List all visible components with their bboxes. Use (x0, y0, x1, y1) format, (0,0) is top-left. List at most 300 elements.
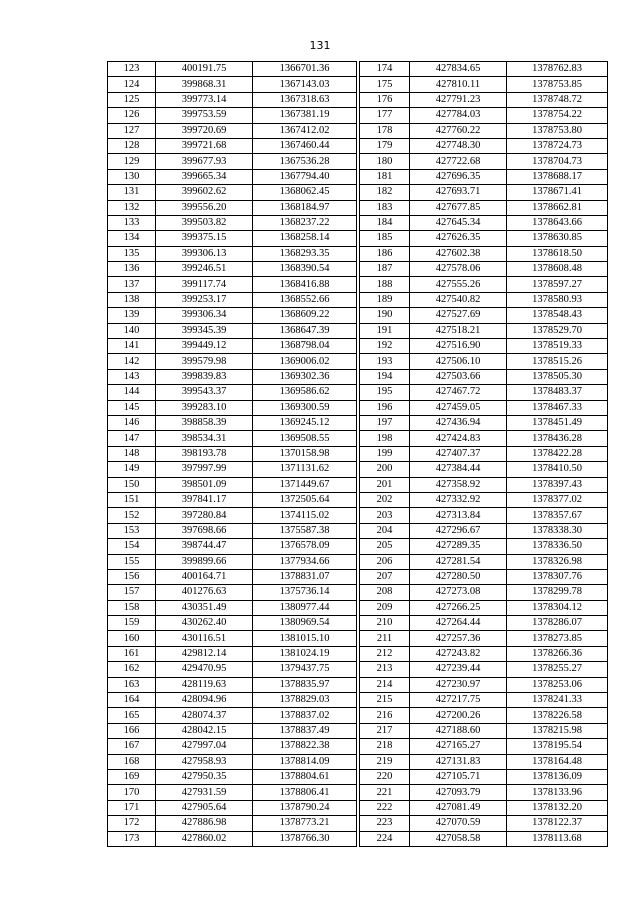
point-number-cell: 168 (108, 754, 156, 769)
table-row (360, 92, 608, 107)
table-row (360, 477, 608, 492)
page-number: 131 (309, 39, 331, 52)
y-coordinate-cell: 1378336.50 (507, 539, 608, 554)
y-coordinate-cell: 1371449.67 (253, 477, 357, 492)
y-coordinate-cell: 1378122.37 (507, 816, 608, 831)
table-row (360, 662, 608, 677)
table-row (108, 262, 357, 277)
point-number-cell: 164 (108, 693, 156, 708)
point-number-cell: 159 (108, 616, 156, 631)
point-number-cell: 151 (108, 492, 156, 507)
x-coordinate-cell: 428042.15 (156, 723, 253, 738)
x-coordinate-cell: 427931.59 (156, 785, 253, 800)
x-coordinate-cell: 427518.21 (410, 323, 507, 338)
x-coordinate-cell: 427886.98 (156, 816, 253, 831)
point-number-cell: 171 (108, 800, 156, 815)
table-row (108, 169, 357, 184)
y-coordinate-cell: 1369302.36 (253, 369, 357, 384)
table-row (360, 323, 608, 338)
table-row (360, 215, 608, 230)
x-coordinate-cell: 428119.63 (156, 677, 253, 692)
table-row (108, 246, 357, 261)
y-coordinate-cell: 1369006.02 (253, 354, 357, 369)
table-row (360, 585, 608, 600)
point-number-cell: 134 (108, 231, 156, 246)
table-row (108, 616, 357, 631)
table-row (108, 739, 357, 754)
y-coordinate-cell: 1378377.02 (507, 492, 608, 507)
y-coordinate-cell: 1368416.88 (253, 277, 357, 292)
y-coordinate-cell: 1378773.21 (253, 816, 357, 831)
x-coordinate-cell: 427257.36 (410, 631, 507, 646)
point-number-cell: 221 (360, 785, 410, 800)
x-coordinate-cell: 427070.59 (410, 816, 507, 831)
point-number-cell: 175 (360, 77, 410, 92)
table-row (108, 539, 357, 554)
y-coordinate-cell: 1378529.70 (507, 323, 608, 338)
table-row (360, 169, 608, 184)
point-number-cell: 203 (360, 508, 410, 523)
x-coordinate-cell: 427165.27 (410, 739, 507, 754)
y-coordinate-cell: 1366701.36 (253, 62, 357, 77)
y-coordinate-cell: 1378790.24 (253, 800, 357, 815)
y-coordinate-cell: 1378451.49 (507, 415, 608, 430)
table-row (360, 138, 608, 153)
point-number-cell: 176 (360, 92, 410, 107)
y-coordinate-cell: 1368258.14 (253, 231, 357, 246)
x-coordinate-cell: 430351.49 (156, 600, 253, 615)
table-row (108, 646, 357, 661)
table-row (108, 154, 357, 169)
point-number-cell: 129 (108, 154, 156, 169)
table-row (360, 616, 608, 631)
point-number-cell: 217 (360, 723, 410, 738)
point-number-cell: 145 (108, 400, 156, 415)
y-coordinate-cell: 1375587.38 (253, 523, 357, 538)
y-coordinate-cell: 1378766.30 (253, 831, 357, 846)
point-number-cell: 170 (108, 785, 156, 800)
x-coordinate-cell: 427693.71 (410, 185, 507, 200)
y-coordinate-cell: 1378662.81 (507, 200, 608, 215)
x-coordinate-cell: 427384.44 (410, 462, 507, 477)
y-coordinate-cell: 1378630.85 (507, 231, 608, 246)
point-number-cell: 218 (360, 739, 410, 754)
point-number-cell: 146 (108, 415, 156, 430)
table-row (108, 446, 357, 461)
table-row (108, 369, 357, 384)
y-coordinate-cell: 1369245.12 (253, 415, 357, 430)
point-number-cell: 163 (108, 677, 156, 692)
x-coordinate-cell: 427188.60 (410, 723, 507, 738)
x-coordinate-cell: 428074.37 (156, 708, 253, 723)
table-row (360, 539, 608, 554)
x-coordinate-cell: 427810.11 (410, 77, 507, 92)
y-coordinate-cell: 1378226.58 (507, 708, 608, 723)
table-row (360, 308, 608, 323)
point-number-cell: 179 (360, 138, 410, 153)
x-coordinate-cell: 397841.17 (156, 492, 253, 507)
table-row (360, 400, 608, 415)
point-number-cell: 187 (360, 262, 410, 277)
y-coordinate-cell: 1378255.27 (507, 662, 608, 677)
point-number-cell: 193 (360, 354, 410, 369)
y-coordinate-cell: 1367412.02 (253, 123, 357, 138)
x-coordinate-cell: 427289.35 (410, 539, 507, 554)
point-number-cell: 215 (360, 693, 410, 708)
y-coordinate-cell: 1378643.66 (507, 215, 608, 230)
x-coordinate-cell: 427239.44 (410, 662, 507, 677)
y-coordinate-cell: 1370158.98 (253, 446, 357, 461)
x-coordinate-cell: 398501.09 (156, 477, 253, 492)
y-coordinate-cell: 1369300.59 (253, 400, 357, 415)
x-coordinate-cell: 399868.31 (156, 77, 253, 92)
x-coordinate-cell: 427058.58 (410, 831, 507, 846)
y-coordinate-cell: 1378241.33 (507, 693, 608, 708)
x-coordinate-cell: 427645.34 (410, 215, 507, 230)
y-coordinate-cell: 1368798.04 (253, 339, 357, 354)
y-coordinate-cell: 1367536.28 (253, 154, 357, 169)
table-row (108, 523, 357, 538)
table-row (108, 754, 357, 769)
table-row (108, 477, 357, 492)
y-coordinate-cell: 1378410.50 (507, 462, 608, 477)
table-row (360, 677, 608, 692)
y-coordinate-cell: 1378580.93 (507, 292, 608, 307)
y-coordinate-cell: 1378753.80 (507, 123, 608, 138)
y-coordinate-cell: 1372505.64 (253, 492, 357, 507)
x-coordinate-cell: 400164.71 (156, 569, 253, 584)
point-number-cell: 192 (360, 339, 410, 354)
y-coordinate-cell: 1378837.02 (253, 708, 357, 723)
point-number-cell: 138 (108, 292, 156, 307)
point-number-cell: 201 (360, 477, 410, 492)
y-coordinate-cell: 1378618.50 (507, 246, 608, 261)
x-coordinate-cell: 427540.82 (410, 292, 507, 307)
y-coordinate-cell: 1367318.63 (253, 92, 357, 107)
table-row (360, 262, 608, 277)
y-coordinate-cell: 1368184.97 (253, 200, 357, 215)
point-number-cell: 195 (360, 385, 410, 400)
table-row (360, 646, 608, 661)
x-coordinate-cell: 427273.08 (410, 585, 507, 600)
point-number-cell: 209 (360, 600, 410, 615)
x-coordinate-cell: 427555.26 (410, 277, 507, 292)
x-coordinate-cell: 399283.10 (156, 400, 253, 415)
point-number-cell: 183 (360, 200, 410, 215)
point-number-cell: 130 (108, 169, 156, 184)
y-coordinate-cell: 1376578.09 (253, 539, 357, 554)
point-number-cell: 220 (360, 769, 410, 784)
y-coordinate-cell: 1378515.26 (507, 354, 608, 369)
table-row (108, 62, 357, 77)
table-row (360, 739, 608, 754)
x-coordinate-cell: 427436.94 (410, 415, 507, 430)
x-coordinate-cell: 399543.37 (156, 385, 253, 400)
x-coordinate-cell: 427997.04 (156, 739, 253, 754)
point-number-cell: 149 (108, 462, 156, 477)
point-number-cell: 207 (360, 569, 410, 584)
table-row (360, 600, 608, 615)
y-coordinate-cell: 1378762.83 (507, 62, 608, 77)
x-coordinate-cell: 400191.75 (156, 62, 253, 77)
point-number-cell: 153 (108, 523, 156, 538)
table-row (108, 800, 357, 815)
table-row (108, 831, 357, 846)
table-row (108, 508, 357, 523)
table-row (360, 292, 608, 307)
point-number-cell: 212 (360, 646, 410, 661)
point-number-cell: 124 (108, 77, 156, 92)
y-coordinate-cell: 1378299.78 (507, 585, 608, 600)
point-number-cell: 142 (108, 354, 156, 369)
y-coordinate-cell: 1378829.03 (253, 693, 357, 708)
x-coordinate-cell: 427696.35 (410, 169, 507, 184)
x-coordinate-cell: 427506.10 (410, 354, 507, 369)
y-coordinate-cell: 1378822.38 (253, 739, 357, 754)
y-coordinate-cell: 1368647.39 (253, 323, 357, 338)
point-number-cell: 178 (360, 123, 410, 138)
point-number-cell: 144 (108, 385, 156, 400)
point-number-cell: 135 (108, 246, 156, 261)
y-coordinate-cell: 1378608.48 (507, 262, 608, 277)
y-coordinate-cell: 1368390.54 (253, 262, 357, 277)
x-coordinate-cell: 429470.95 (156, 662, 253, 677)
y-coordinate-cell: 1374115.02 (253, 508, 357, 523)
table-row (108, 677, 357, 692)
y-coordinate-cell: 1378132.20 (507, 800, 608, 815)
table-row (360, 816, 608, 831)
point-number-cell: 152 (108, 508, 156, 523)
point-number-cell: 177 (360, 108, 410, 123)
x-coordinate-cell: 427958.93 (156, 754, 253, 769)
x-coordinate-cell: 427467.72 (410, 385, 507, 400)
coordinate-table-left (107, 61, 357, 847)
y-coordinate-cell: 1367143.03 (253, 77, 357, 92)
x-coordinate-cell: 430262.40 (156, 616, 253, 631)
y-coordinate-cell: 1378753.85 (507, 77, 608, 92)
x-coordinate-cell: 397280.84 (156, 508, 253, 523)
point-number-cell: 194 (360, 369, 410, 384)
point-number-cell: 216 (360, 708, 410, 723)
table-row (360, 708, 608, 723)
point-number-cell: 184 (360, 215, 410, 230)
x-coordinate-cell: 398193.78 (156, 446, 253, 461)
y-coordinate-cell: 1378704.73 (507, 154, 608, 169)
x-coordinate-cell: 427081.49 (410, 800, 507, 815)
point-number-cell: 198 (360, 431, 410, 446)
point-number-cell: 127 (108, 123, 156, 138)
x-coordinate-cell: 427459.05 (410, 400, 507, 415)
y-coordinate-cell: 1378814.09 (253, 754, 357, 769)
x-coordinate-cell: 399720.69 (156, 123, 253, 138)
table-row (360, 462, 608, 477)
table-row (108, 492, 357, 507)
y-coordinate-cell: 1378215.98 (507, 723, 608, 738)
point-number-cell: 126 (108, 108, 156, 123)
x-coordinate-cell: 398858.39 (156, 415, 253, 430)
x-coordinate-cell: 427834.65 (410, 62, 507, 77)
x-coordinate-cell: 399602.62 (156, 185, 253, 200)
point-number-cell: 202 (360, 492, 410, 507)
y-coordinate-cell: 1378338.30 (507, 523, 608, 538)
point-number-cell: 154 (108, 539, 156, 554)
y-coordinate-cell: 1378483.37 (507, 385, 608, 400)
x-coordinate-cell: 427105.71 (410, 769, 507, 784)
x-coordinate-cell: 427748.30 (410, 138, 507, 153)
table-row (108, 554, 357, 569)
table-row (108, 215, 357, 230)
table-row (360, 492, 608, 507)
table-row (108, 123, 357, 138)
table-row (108, 816, 357, 831)
point-number-cell: 223 (360, 816, 410, 831)
y-coordinate-cell: 1375736.14 (253, 585, 357, 600)
y-coordinate-cell: 1369508.55 (253, 431, 357, 446)
x-coordinate-cell: 398534.31 (156, 431, 253, 446)
table-row (108, 385, 357, 400)
table-row (360, 800, 608, 815)
point-number-cell: 210 (360, 616, 410, 631)
point-number-cell: 147 (108, 431, 156, 446)
y-coordinate-cell: 1378724.73 (507, 138, 608, 153)
y-coordinate-cell: 1378422.28 (507, 446, 608, 461)
x-coordinate-cell: 427527.69 (410, 308, 507, 323)
point-number-cell: 160 (108, 631, 156, 646)
y-coordinate-cell: 1378597.27 (507, 277, 608, 292)
point-number-cell: 161 (108, 646, 156, 661)
table-row (360, 431, 608, 446)
x-coordinate-cell: 399449.12 (156, 339, 253, 354)
point-number-cell: 180 (360, 154, 410, 169)
x-coordinate-cell: 427358.92 (410, 477, 507, 492)
x-coordinate-cell: 427626.35 (410, 231, 507, 246)
coordinate-table-right (359, 61, 608, 847)
point-number-cell: 139 (108, 308, 156, 323)
y-coordinate-cell: 1378505.30 (507, 369, 608, 384)
y-coordinate-cell: 1378307.76 (507, 569, 608, 584)
x-coordinate-cell: 427503.66 (410, 369, 507, 384)
y-coordinate-cell: 1378195.54 (507, 739, 608, 754)
point-number-cell: 158 (108, 600, 156, 615)
table-row (360, 415, 608, 430)
x-coordinate-cell: 399253.17 (156, 292, 253, 307)
x-coordinate-cell: 430116.51 (156, 631, 253, 646)
y-coordinate-cell: 1378754.22 (507, 108, 608, 123)
point-number-cell: 186 (360, 246, 410, 261)
table-row (360, 523, 608, 538)
x-coordinate-cell: 401276.63 (156, 585, 253, 600)
y-coordinate-cell: 1378804.61 (253, 769, 357, 784)
x-coordinate-cell: 427860.02 (156, 831, 253, 846)
table-row (108, 723, 357, 738)
x-coordinate-cell: 427760.22 (410, 123, 507, 138)
point-number-cell: 133 (108, 215, 156, 230)
x-coordinate-cell: 399375.15 (156, 231, 253, 246)
x-coordinate-cell: 427677.85 (410, 200, 507, 215)
y-coordinate-cell: 1381015.10 (253, 631, 357, 646)
point-number-cell: 197 (360, 415, 410, 430)
y-coordinate-cell: 1378397.43 (507, 477, 608, 492)
point-number-cell: 137 (108, 277, 156, 292)
table-row (360, 354, 608, 369)
y-coordinate-cell: 1378837.49 (253, 723, 357, 738)
point-number-cell: 123 (108, 62, 156, 77)
table-row (108, 231, 357, 246)
table-row (360, 446, 608, 461)
table-row (360, 631, 608, 646)
table-row (360, 123, 608, 138)
point-number-cell: 125 (108, 92, 156, 107)
table-row (108, 631, 357, 646)
table-row (108, 600, 357, 615)
point-number-cell: 188 (360, 277, 410, 292)
table-row (108, 708, 357, 723)
y-coordinate-cell: 1378273.85 (507, 631, 608, 646)
table-row (360, 200, 608, 215)
x-coordinate-cell: 399665.34 (156, 169, 253, 184)
x-coordinate-cell: 399117.74 (156, 277, 253, 292)
x-coordinate-cell: 427230.97 (410, 677, 507, 692)
y-coordinate-cell: 1378304.12 (507, 600, 608, 615)
y-coordinate-cell: 1379437.75 (253, 662, 357, 677)
table-row (108, 200, 357, 215)
point-number-cell: 219 (360, 754, 410, 769)
table-row (360, 569, 608, 584)
x-coordinate-cell: 399503.82 (156, 215, 253, 230)
x-coordinate-cell: 399899.66 (156, 554, 253, 569)
y-coordinate-cell: 1367381.19 (253, 108, 357, 123)
point-number-cell: 132 (108, 200, 156, 215)
point-number-cell: 189 (360, 292, 410, 307)
x-coordinate-cell: 427905.64 (156, 800, 253, 815)
point-number-cell: 162 (108, 662, 156, 677)
point-number-cell: 199 (360, 446, 410, 461)
y-coordinate-cell: 1378806.41 (253, 785, 357, 800)
table-row (108, 785, 357, 800)
x-coordinate-cell: 427791.23 (410, 92, 507, 107)
x-coordinate-cell: 427280.50 (410, 569, 507, 584)
x-coordinate-cell: 399579.98 (156, 354, 253, 369)
point-number-cell: 157 (108, 585, 156, 600)
x-coordinate-cell: 427296.67 (410, 523, 507, 538)
x-coordinate-cell: 427281.54 (410, 554, 507, 569)
table-row (360, 77, 608, 92)
point-number-cell: 185 (360, 231, 410, 246)
point-number-cell: 190 (360, 308, 410, 323)
x-coordinate-cell: 399773.14 (156, 92, 253, 107)
point-number-cell: 140 (108, 323, 156, 338)
point-number-cell: 172 (108, 816, 156, 831)
table-row (108, 354, 357, 369)
table-row (108, 431, 357, 446)
y-coordinate-cell: 1378113.68 (507, 831, 608, 846)
y-coordinate-cell: 1368552.66 (253, 292, 357, 307)
y-coordinate-cell: 1378519.33 (507, 339, 608, 354)
table-row (108, 662, 357, 677)
point-number-cell: 206 (360, 554, 410, 569)
table-row (360, 831, 608, 846)
table-row (360, 185, 608, 200)
point-number-cell: 205 (360, 539, 410, 554)
table-row (108, 693, 357, 708)
x-coordinate-cell: 428094.96 (156, 693, 253, 708)
x-coordinate-cell: 427243.82 (410, 646, 507, 661)
table-row (360, 554, 608, 569)
y-coordinate-cell: 1381024.19 (253, 646, 357, 661)
x-coordinate-cell: 427266.25 (410, 600, 507, 615)
point-number-cell: 131 (108, 185, 156, 200)
x-coordinate-cell: 427332.92 (410, 492, 507, 507)
